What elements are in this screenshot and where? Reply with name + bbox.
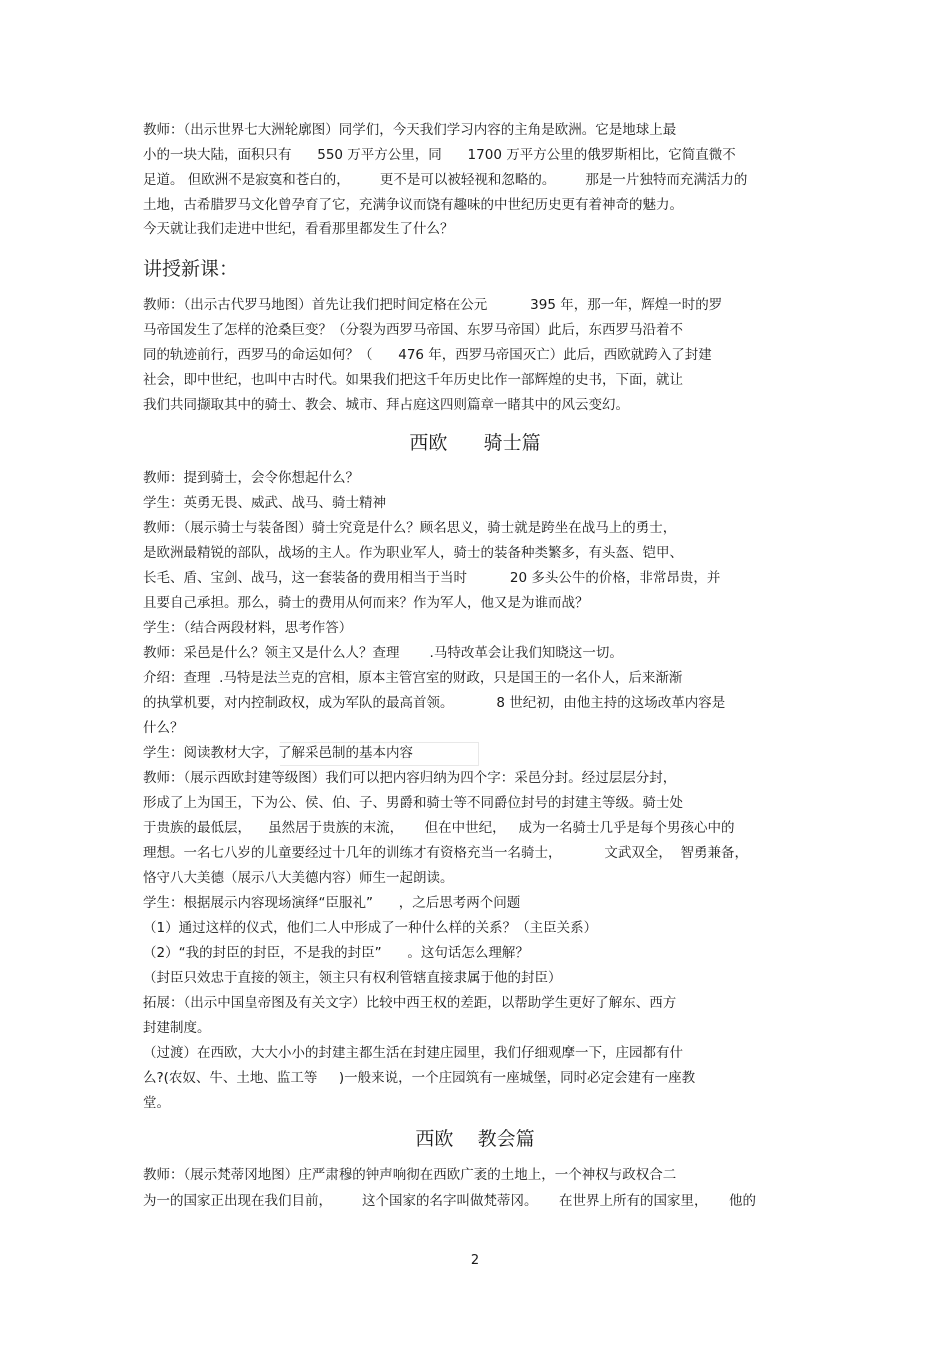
text-line: 理想。一名七八岁的儿童要经过十几年的训练才有资格充当一名骑士， 文武双全， 智勇兼备， (143, 845, 748, 861)
text-line: 同的轨迹前行，西罗马的命运如何？（ 476 年，西罗马帝国灭亡）此后，西欧就跨入了封建 (143, 347, 712, 363)
text-line: （2）“我的封臣的封臣，不是我的封臣” 。这句话怎么理解？ (143, 945, 529, 961)
text-line: （封臣只效忠于直接的领主，领主只有权利管辖直接隶属于他的封臣） (143, 970, 562, 986)
text-line: 今天就让我们走进中世纪，看看那里都发生了什么？ (143, 221, 454, 237)
text-line: 堂。 (143, 1095, 170, 1111)
knight-section-title: 西欧 骑士篇 (409, 432, 541, 454)
text-line: 学生：阅读教材大字，了解采邑制的基本内容 (143, 745, 413, 761)
church-section-title: 西欧 教会篇 (415, 1128, 535, 1150)
text-line: 长毛、盾、宝剑、战马，这一套装备的费用相当于当时 20 多头公牛的价格，非常昂贵，并 (143, 570, 721, 586)
text-line: 且要自己承担。那么，骑士的费用从何而来？作为军人，他又是为谁而战？ (143, 595, 589, 611)
text-line: 教师：（出示古代罗马地图）首先让我们把时间定格在公元 395 年，那一年，辉煌一时的罗 (143, 297, 723, 313)
text-line: 是欧洲最精锐的部队，战场的主人。作为职业军人，骑士的装备种类繁多，有头盔、铠甲、 (143, 545, 683, 561)
text-line: 恪守八大美德（展示八大美德内容）师生一起朗读。 (143, 870, 454, 886)
text-line: 学生：（结合两段材料，思考作答） (143, 620, 353, 636)
text-line: 教师：采邑是什么？领主又是什么人？查理 .马特改革会让我们知晓这一切。 (143, 645, 623, 661)
text-line: 教师：（出示世界七大洲轮廓图）同学们，今天我们学习内容的主角是欧洲。它是地球上最 (143, 122, 677, 138)
text-line: 学生：英勇无畏、威武、战马、骑士精神 (143, 495, 386, 511)
text-line: 么?(农奴、牛、土地、监工等 )一般来说，一个庄园筑有一座城堡，同时必定会建有一座教 (143, 1070, 696, 1086)
text-line: 形成了上为国王，下为公、侯、伯、子、男爵和骑士等不同爵位封号的封建主等级。骑士处 (143, 795, 683, 811)
text-line: 拓展：（出示中国皇帝图及有关文字）比较中西王权的差距，以帮助学生更好了解东、西方 (143, 995, 677, 1011)
text-line: 小的一块大陆，面积只有 550 万平方公里，同 1700 万平方公里的俄罗斯相比，它简直微不 (143, 147, 736, 163)
text-line: 足道。 但欧洲不是寂寞和苍白的， 更不是可以被轻视和忽略的。 那是一片独特而充满活力的 (143, 172, 748, 188)
text-line: 学生：根据展示内容现场演绎“臣服礼” ，之后思考两个问题 (143, 895, 521, 911)
text-line: 为一的国家正出现在我们目前， 这个国家的名字叫做梵蒂冈。 在世界上所有的国家里， 他的 (143, 1193, 756, 1209)
text-line: 教师：（展示骑士与装备图）骑士究竟是什么？顾名思义，骑士就是跨坐在战马上的勇士， (143, 520, 677, 536)
section-heading: 讲授新课： (143, 258, 239, 280)
text-line: 我们共同撷取其中的骑士、教会、城市、拜占庭这四则篇章一睹其中的风云变幻。 (143, 397, 629, 413)
text-line: 什么？ (143, 720, 184, 736)
text-line: （1）通过这样的仪式，他们二人中形成了一种什么样的关系？（主臣关系） (143, 920, 598, 936)
text-line: 教师：（展示西欧封建等级图）我们可以把内容归纳为四个字：采邑分封。经过层层分封， (143, 770, 677, 786)
text-line: 介绍：查理 .马特是法兰克的宫相，原本主管宫室的财政，只是国王的一名仆人，后来渐渐 (143, 670, 683, 686)
text-line: 马帝国发生了怎样的沧桑巨变？（分裂为西罗马帝国、东罗马帝国）此后，东西罗马沿着不 (143, 322, 683, 338)
text-line: 教师：（展示梵蒂冈地图）庄严肃穆的钟声响彻在西欧广袤的土地上，一个神权与政权合二 (143, 1167, 677, 1183)
text-line: 封建制度。 (143, 1020, 211, 1036)
text-line: 于贵族的最低层， 虽然居于贵族的末流， 但在中世纪， 成为一名骑士几乎是每个男孩心中的 (143, 820, 735, 836)
page-number: 2 (470, 1253, 480, 1268)
text-line: 社会，即中世纪，也叫中古时代。如果我们把这千年历史比作一部辉煌的史书，下面，就让 (143, 372, 683, 388)
text-line: 土地，古希腊罗马文化曾孕育了它，充满争议而饶有趣味的中世纪历史更有着神奇的魅力。 (143, 197, 683, 213)
text-line: 教师：提到骑士，会令你想起什么？ (143, 470, 359, 486)
text-line: （过渡）在西欧，大大小小的封建主都生活在封建庄园里，我们仔细观摩一下，庄园都有什 (143, 1045, 683, 1061)
text-line: 的执掌机要，对内控制政权，成为军队的最高首领。 8 世纪初，由他主持的这场改革内容是 (143, 695, 726, 711)
